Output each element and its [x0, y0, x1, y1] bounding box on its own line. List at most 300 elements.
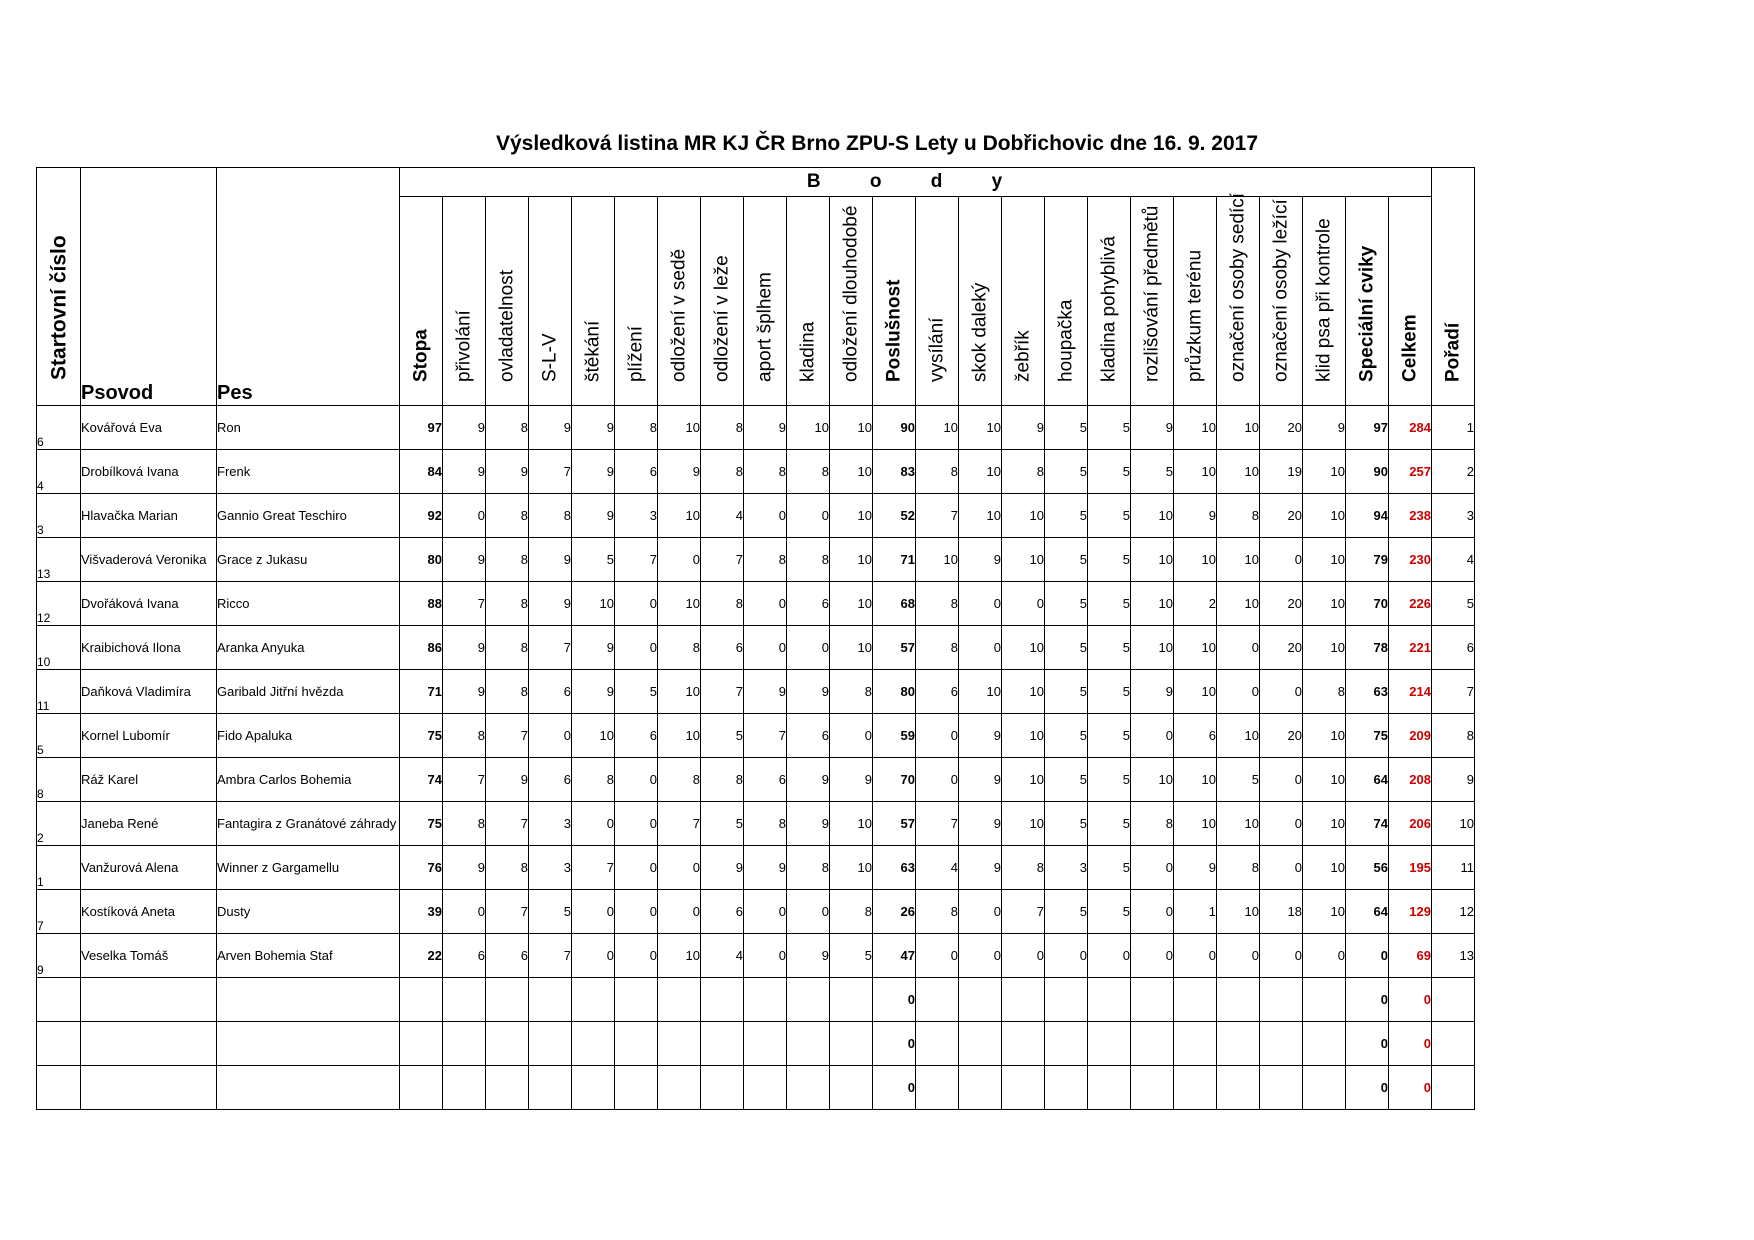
score-cell: 10	[1131, 538, 1174, 582]
score-cell	[658, 1066, 701, 1110]
dog-cell: Ron	[217, 406, 400, 450]
score-cell: 5	[1131, 450, 1174, 494]
score-cell: 8	[443, 802, 486, 846]
rank-cell: 2	[1432, 450, 1475, 494]
header-points-1	[443, 197, 486, 406]
score-cell: 90	[1346, 450, 1389, 494]
score-cell: 0	[1045, 934, 1088, 978]
score-cell: 8	[1303, 670, 1346, 714]
results-table	[36, 167, 1475, 1110]
handler-cell	[81, 978, 217, 1022]
score-cell: 0	[1260, 846, 1303, 890]
score-cell: 92	[400, 494, 443, 538]
score-cell: 8	[486, 538, 529, 582]
score-cell	[744, 1022, 787, 1066]
score-cell	[615, 1066, 658, 1110]
score-cell: 6	[787, 582, 830, 626]
header-points-label: přivolání	[453, 310, 475, 382]
header-points-label: žebřík	[1012, 330, 1034, 382]
header-points-label: štěkání	[582, 320, 604, 382]
header-points-15	[1045, 197, 1088, 406]
start-number-cell: 11	[37, 670, 81, 714]
score-cell: 7	[701, 538, 744, 582]
score-cell: 0	[615, 890, 658, 934]
header-points-label: vysílání	[926, 317, 948, 382]
score-cell: 2	[1174, 582, 1217, 626]
score-cell: 9	[443, 538, 486, 582]
handler-cell: Kraibichová Ilona	[81, 626, 217, 670]
score-cell	[1088, 978, 1131, 1022]
score-cell	[787, 1066, 830, 1110]
rank-cell: 6	[1432, 626, 1475, 670]
page-title: Výsledková listina MR KJ ČR Brno ZPU-S Lety u Dobřichovic dne 16. 9. 2017	[495, 132, 1259, 155]
score-cell: 26	[873, 890, 916, 934]
score-cell: 9	[1174, 494, 1217, 538]
header-points-label: kladina pohyblivá	[1098, 236, 1120, 382]
score-cell: 0	[787, 626, 830, 670]
table-row	[37, 714, 1475, 758]
header-points-label: ovladatelnost	[496, 270, 518, 382]
score-cell: 10	[916, 538, 959, 582]
score-cell: 0	[615, 934, 658, 978]
score-cell: 7	[529, 934, 572, 978]
dog-cell: Ambra Carlos Bohemia	[217, 758, 400, 802]
score-cell: 7	[529, 450, 572, 494]
start-number-cell: 2	[37, 802, 81, 846]
start-number-cell: 9	[37, 934, 81, 978]
score-cell: 5	[615, 670, 658, 714]
score-cell: 8	[443, 714, 486, 758]
start-number-cell: 12	[37, 582, 81, 626]
score-cell: 10	[830, 626, 873, 670]
score-cell: 0	[744, 934, 787, 978]
score-cell: 4	[701, 494, 744, 538]
score-cell: 9	[443, 406, 486, 450]
score-cell: 8	[916, 890, 959, 934]
score-cell: 0	[1217, 626, 1260, 670]
score-cell	[1131, 1066, 1174, 1110]
header-points-5	[615, 197, 658, 406]
score-cell: 9	[959, 758, 1002, 802]
score-cell: 0	[873, 1022, 916, 1066]
score-cell: 230	[1389, 538, 1432, 582]
score-cell	[400, 1066, 443, 1110]
header-points-label: označení osoby sedící	[1227, 192, 1249, 382]
score-cell	[701, 1066, 744, 1110]
dog-cell: Dusty	[217, 890, 400, 934]
score-cell: 69	[1389, 934, 1432, 978]
score-cell: 9	[787, 802, 830, 846]
score-cell: 5	[1088, 802, 1131, 846]
score-cell: 8	[486, 494, 529, 538]
score-cell: 4	[916, 846, 959, 890]
score-cell: 70	[1346, 582, 1389, 626]
header-points-14	[1002, 197, 1045, 406]
header-points-label: aport šplhem	[754, 272, 776, 382]
score-cell: 8	[615, 406, 658, 450]
rank-cell: 1	[1432, 406, 1475, 450]
header-points-18	[1174, 197, 1217, 406]
header-points-23	[1389, 197, 1432, 406]
score-cell: 10	[1131, 758, 1174, 802]
score-cell: 6	[529, 670, 572, 714]
header-points-21	[1303, 197, 1346, 406]
score-cell: 9	[787, 670, 830, 714]
score-cell: 20	[1260, 406, 1303, 450]
score-cell	[572, 978, 615, 1022]
header-points-label: Stopa	[410, 329, 432, 382]
score-cell: 0	[744, 626, 787, 670]
score-cell: 129	[1389, 890, 1432, 934]
score-cell	[443, 1066, 486, 1110]
score-cell: 5	[701, 802, 744, 846]
score-cell	[1303, 1066, 1346, 1110]
score-cell	[529, 1022, 572, 1066]
table-row	[37, 934, 1475, 978]
score-cell: 10	[658, 406, 701, 450]
score-cell	[830, 1022, 873, 1066]
score-cell: 10	[1174, 758, 1217, 802]
score-cell: 0	[615, 758, 658, 802]
header-poradi-label: Pořadí	[1442, 322, 1464, 382]
score-cell: 71	[873, 538, 916, 582]
score-cell: 10	[1303, 626, 1346, 670]
score-cell	[615, 1022, 658, 1066]
score-cell: 5	[1045, 626, 1088, 670]
score-cell	[959, 978, 1002, 1022]
dog-cell: Fido Apaluka	[217, 714, 400, 758]
score-cell: 195	[1389, 846, 1432, 890]
score-cell: 0	[615, 802, 658, 846]
score-cell	[1217, 1022, 1260, 1066]
score-cell: 7	[916, 494, 959, 538]
score-cell	[1002, 978, 1045, 1022]
score-cell: 83	[873, 450, 916, 494]
score-cell: 5	[1045, 714, 1088, 758]
rank-cell: 11	[1432, 846, 1475, 890]
score-cell: 10	[830, 406, 873, 450]
score-cell: 68	[873, 582, 916, 626]
score-cell: 9	[443, 450, 486, 494]
score-cell: 22	[400, 934, 443, 978]
handler-cell: Veselka Tomáš	[81, 934, 217, 978]
score-cell	[1260, 1066, 1303, 1110]
header-points-label: skok daleký	[969, 282, 991, 382]
score-cell	[744, 978, 787, 1022]
score-cell: 9	[1174, 846, 1217, 890]
score-cell: 5	[1088, 846, 1131, 890]
score-cell: 6	[1174, 714, 1217, 758]
score-cell	[400, 1022, 443, 1066]
score-cell: 10	[658, 670, 701, 714]
score-cell: 10	[1002, 714, 1045, 758]
score-cell: 10	[830, 450, 873, 494]
header-points-11	[873, 197, 916, 406]
score-cell	[1217, 1066, 1260, 1110]
score-cell	[400, 978, 443, 1022]
score-cell: 10	[916, 406, 959, 450]
score-cell: 64	[1346, 758, 1389, 802]
header-points-label: klid psa při kontrole	[1313, 218, 1335, 382]
score-cell: 0	[572, 934, 615, 978]
score-cell: 10	[1217, 538, 1260, 582]
score-cell: 64	[1346, 890, 1389, 934]
table-row	[37, 582, 1475, 626]
score-cell: 47	[873, 934, 916, 978]
score-cell: 8	[486, 846, 529, 890]
dog-cell: Ricco	[217, 582, 400, 626]
score-cell: 10	[1174, 450, 1217, 494]
dog-cell: Garibald Jitřní hvězda	[217, 670, 400, 714]
score-cell: 9	[443, 846, 486, 890]
score-cell: 9	[658, 450, 701, 494]
score-cell: 7	[701, 670, 744, 714]
score-cell: 10	[1303, 846, 1346, 890]
score-cell: 5	[830, 934, 873, 978]
score-cell: 0	[615, 626, 658, 670]
score-cell: 7	[486, 802, 529, 846]
score-cell: 7	[916, 802, 959, 846]
header-points-10	[830, 197, 873, 406]
score-cell: 10	[1002, 758, 1045, 802]
score-cell	[486, 1066, 529, 1110]
score-cell: 0	[572, 802, 615, 846]
score-cell: 0	[529, 714, 572, 758]
score-cell	[1002, 1022, 1045, 1066]
score-cell: 0	[1260, 758, 1303, 802]
score-cell	[701, 1022, 744, 1066]
score-cell: 8	[658, 626, 701, 670]
score-cell: 75	[1346, 714, 1389, 758]
score-cell: 94	[1346, 494, 1389, 538]
score-cell: 5	[1088, 582, 1131, 626]
start-number-cell: 1	[37, 846, 81, 890]
score-cell: 9	[529, 582, 572, 626]
score-cell: 5	[1217, 758, 1260, 802]
score-cell: 8	[486, 582, 529, 626]
score-cell: 7	[744, 714, 787, 758]
score-cell: 3	[615, 494, 658, 538]
score-cell: 80	[400, 538, 443, 582]
score-cell: 10	[830, 494, 873, 538]
score-cell	[1260, 1022, 1303, 1066]
start-number-cell: 10	[37, 626, 81, 670]
score-cell: 10	[1303, 450, 1346, 494]
score-cell: 10	[1174, 406, 1217, 450]
score-cell: 5	[1088, 758, 1131, 802]
score-cell: 5	[1088, 626, 1131, 670]
header-points-13	[959, 197, 1002, 406]
score-cell: 97	[400, 406, 443, 450]
header-points-label: odložení v sedě	[668, 248, 690, 382]
score-cell	[658, 978, 701, 1022]
score-cell: 9	[486, 758, 529, 802]
score-cell	[1088, 1066, 1131, 1110]
score-cell: 10	[1002, 670, 1045, 714]
header-start-number-label: Startovní číslo	[47, 235, 70, 380]
score-cell: 208	[1389, 758, 1432, 802]
score-cell: 10	[1002, 802, 1045, 846]
rank-cell: 7	[1432, 670, 1475, 714]
score-cell: 7	[486, 890, 529, 934]
score-cell: 20	[1260, 494, 1303, 538]
handler-cell: Janeba René	[81, 802, 217, 846]
score-cell	[443, 978, 486, 1022]
score-cell: 9	[529, 538, 572, 582]
score-cell: 8	[1002, 450, 1045, 494]
header-points-22	[1346, 197, 1389, 406]
score-cell: 74	[400, 758, 443, 802]
score-cell: 0	[873, 1066, 916, 1110]
score-cell: 8	[529, 494, 572, 538]
score-cell: 10	[1131, 626, 1174, 670]
header-psovod: Psovod	[81, 168, 217, 406]
handler-cell: Kovářová Eva	[81, 406, 217, 450]
score-cell	[1088, 1022, 1131, 1066]
score-cell: 75	[400, 802, 443, 846]
handler-cell: Vanžurová Alena	[81, 846, 217, 890]
header-points-label: kladina	[797, 321, 819, 382]
score-cell: 10	[572, 582, 615, 626]
score-cell: 70	[873, 758, 916, 802]
score-cell: 10	[830, 582, 873, 626]
score-cell: 3	[529, 846, 572, 890]
table-row	[37, 1022, 1475, 1066]
score-cell: 0	[916, 714, 959, 758]
dog-cell: Fantagira z Granátové záhrady	[217, 802, 400, 846]
score-cell: 88	[400, 582, 443, 626]
score-cell: 10	[1002, 626, 1045, 670]
start-number-cell	[37, 1022, 81, 1066]
score-cell: 10	[658, 934, 701, 978]
handler-cell: Kostíková Aneta	[81, 890, 217, 934]
score-cell: 9	[443, 626, 486, 670]
score-cell	[959, 1066, 1002, 1110]
score-cell: 10	[658, 714, 701, 758]
score-cell: 5	[1045, 890, 1088, 934]
header-row-group	[37, 168, 1475, 197]
score-cell: 0	[1260, 670, 1303, 714]
header-points-label: odložení v leže	[711, 255, 733, 382]
score-cell	[572, 1022, 615, 1066]
score-cell: 20	[1260, 714, 1303, 758]
score-cell: 9	[572, 670, 615, 714]
table-row	[37, 1066, 1475, 1110]
score-cell	[572, 1066, 615, 1110]
score-cell: 0	[959, 934, 1002, 978]
dog-cell: Arven Bohemia Staf	[217, 934, 400, 978]
header-points-9	[787, 197, 830, 406]
rank-cell: 9	[1432, 758, 1475, 802]
score-cell	[1131, 1022, 1174, 1066]
score-cell	[529, 1066, 572, 1110]
score-cell: 10	[959, 450, 1002, 494]
score-cell: 0	[1131, 890, 1174, 934]
score-cell: 10	[787, 406, 830, 450]
score-cell: 5	[1088, 406, 1131, 450]
score-cell: 6	[916, 670, 959, 714]
score-cell: 10	[1174, 538, 1217, 582]
header-points-label: houpačka	[1055, 299, 1077, 382]
score-cell: 0	[787, 494, 830, 538]
score-cell: 0	[1260, 934, 1303, 978]
score-cell: 8	[486, 406, 529, 450]
score-cell: 8	[916, 450, 959, 494]
header-points-6	[658, 197, 701, 406]
header-points-label: plížení	[625, 326, 647, 382]
table-row	[37, 450, 1475, 494]
start-number-cell: 3	[37, 494, 81, 538]
score-cell	[1002, 1066, 1045, 1110]
score-cell: 71	[400, 670, 443, 714]
score-cell: 9	[486, 450, 529, 494]
score-cell: 8	[787, 538, 830, 582]
score-cell: 8	[830, 670, 873, 714]
header-points-label: průzkum terénu	[1184, 249, 1206, 382]
score-cell: 86	[400, 626, 443, 670]
score-cell: 284	[1389, 406, 1432, 450]
score-cell: 10	[658, 494, 701, 538]
score-cell: 59	[873, 714, 916, 758]
score-cell: 5	[1088, 538, 1131, 582]
score-cell	[830, 978, 873, 1022]
score-cell: 9	[1131, 670, 1174, 714]
score-cell: 9	[1002, 406, 1045, 450]
rank-cell	[1432, 978, 1475, 1022]
score-cell: 10	[1174, 670, 1217, 714]
table-row	[37, 670, 1475, 714]
score-cell: 10	[572, 714, 615, 758]
score-cell: 7	[658, 802, 701, 846]
score-cell: 10	[1303, 802, 1346, 846]
score-cell: 7	[443, 758, 486, 802]
score-cell: 9	[1131, 406, 1174, 450]
score-cell: 5	[1088, 890, 1131, 934]
score-cell: 0	[1217, 934, 1260, 978]
score-cell: 0	[959, 890, 1002, 934]
score-cell: 8	[916, 626, 959, 670]
handler-cell: Hlavačka Marian	[81, 494, 217, 538]
score-cell: 8	[701, 758, 744, 802]
score-cell: 7	[1002, 890, 1045, 934]
score-cell: 0	[615, 582, 658, 626]
score-cell: 0	[1260, 802, 1303, 846]
score-cell: 10	[1002, 538, 1045, 582]
header-points-17	[1131, 197, 1174, 406]
start-number-cell: 4	[37, 450, 81, 494]
score-cell: 10	[1174, 802, 1217, 846]
table-row	[37, 802, 1475, 846]
score-cell: 9	[443, 670, 486, 714]
score-cell: 0	[744, 494, 787, 538]
header-points-label: S-L-V	[539, 333, 561, 382]
score-cell: 9	[701, 846, 744, 890]
score-cell: 10	[1217, 582, 1260, 626]
score-cell: 5	[1045, 758, 1088, 802]
score-cell: 0	[443, 494, 486, 538]
score-cell: 18	[1260, 890, 1303, 934]
score-cell	[744, 1066, 787, 1110]
score-cell: 0	[658, 846, 701, 890]
score-cell: 10	[1303, 890, 1346, 934]
header-points-19	[1217, 192, 1260, 406]
score-cell: 0	[959, 582, 1002, 626]
score-cell: 0	[615, 846, 658, 890]
start-number-cell: 8	[37, 758, 81, 802]
header-start-number	[37, 168, 81, 406]
score-cell: 9	[1303, 406, 1346, 450]
score-cell: 8	[572, 758, 615, 802]
